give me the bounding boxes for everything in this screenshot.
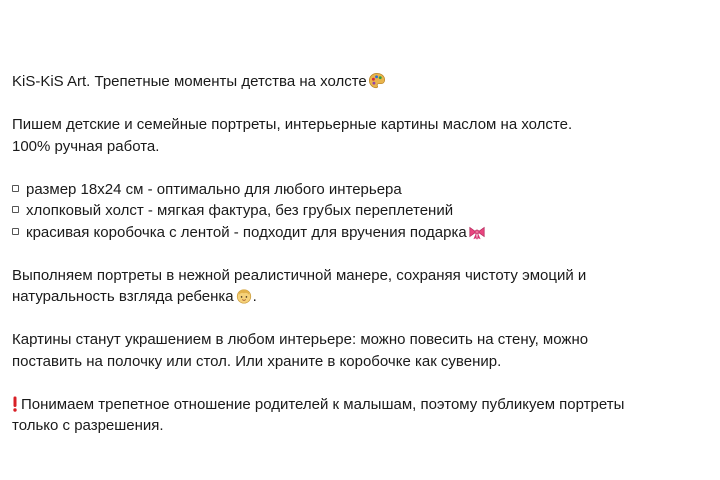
spacer: [12, 372, 712, 394]
post-title: KiS-KiS Art. Трепетные моменты детства на холсте: [12, 71, 712, 93]
notice-line-1: Понимаем трепетное отношение родителей к малышам, поэтому публикуем портреты: [12, 394, 712, 416]
style-line-2: натуральность взгляда ребенка .: [12, 288, 257, 305]
small-square-icon: [12, 206, 19, 213]
small-square-icon: [12, 185, 19, 192]
spacer: [12, 157, 712, 179]
spacer: [12, 93, 712, 115]
baby-icon: [235, 287, 253, 305]
bullet-item-canvas: хлопковый холст - мягкая фактура, без грубых переплетений: [12, 200, 712, 222]
intro-line-2: 100% ручная работа.: [12, 137, 160, 155]
notice-line-2: только с разрешения.: [12, 417, 164, 434]
intro-line-1: Пишем детские и семейные портреты, интерьерные картины маслом на холсте.: [12, 116, 573, 133]
bullet-item-size: размер 18x24 см - оптимально для любого интерьера: [12, 179, 712, 201]
decor-line-1: Картины станут украшением в любом интерьере: можно повесить на стену, можно: [12, 331, 589, 348]
artist-palette-icon: [368, 72, 386, 90]
style-line-1: Выполняем портреты в нежной реалистичной манере, сохраняя чистоту эмоций и: [12, 266, 587, 284]
decor-line-2: поставить на полочку или стол. Или храните в коробочке как сувенир.: [12, 352, 502, 370]
spacer: [12, 243, 712, 265]
spacer: [12, 308, 712, 330]
post-text: [12, 71, 712, 437]
small-square-icon: [12, 228, 19, 235]
exclamation-icon: [12, 396, 18, 412]
ribbon-icon: [468, 223, 486, 241]
bullet-item-box: красивая коробочка с лентой - подходит для вручения подарка: [12, 222, 712, 244]
